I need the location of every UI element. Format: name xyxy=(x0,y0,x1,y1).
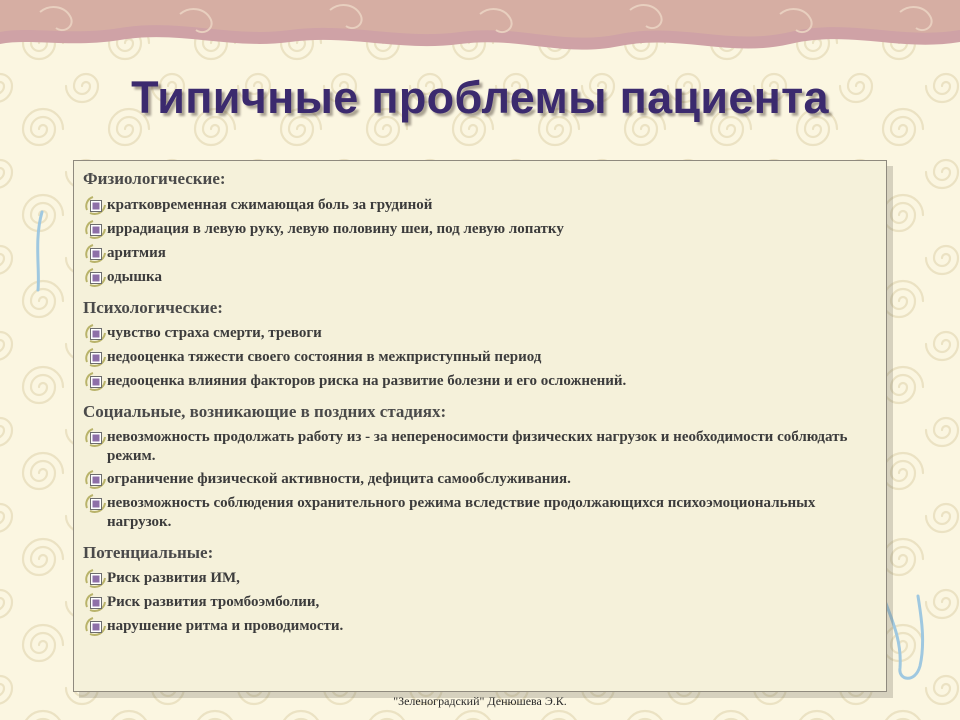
checkbox-bullet-icon xyxy=(83,493,107,514)
section-heading: Социальные, возникающие в поздних стадиях: xyxy=(83,402,447,421)
checkbox-bullet-icon xyxy=(83,469,107,490)
checkbox-bullet-icon xyxy=(83,219,107,240)
list-item-text: недооценка влияния факторов риска на развитие болезни и его осложнений. xyxy=(107,373,627,389)
list-item-text: иррадиация в левую руку, левую половину шеи, под левую лопатку xyxy=(107,221,564,237)
checkbox-bullet-icon xyxy=(83,195,107,216)
section-psychological xyxy=(83,297,876,392)
section-heading: Психологические: xyxy=(83,298,223,317)
list-item xyxy=(83,347,876,368)
checkbox-bullet-icon xyxy=(83,616,107,637)
list-item-text: ограничение физической активности, дефицита самообслуживания. xyxy=(107,471,571,487)
section-heading: Физиологические: xyxy=(83,169,226,188)
checkbox-bullet-icon xyxy=(83,427,107,448)
checkbox-bullet-icon xyxy=(83,267,107,288)
list-item-text: Риск развития тромбоэмболии, xyxy=(107,594,320,610)
list-item xyxy=(83,427,876,466)
list-item-text: аритмия xyxy=(107,245,166,261)
section-heading: Потенциальные: xyxy=(83,543,214,562)
list-item xyxy=(83,243,876,264)
list-item xyxy=(83,219,876,240)
list-item xyxy=(83,195,876,216)
list-item-text: кратковременная сжимающая боль за грудиной xyxy=(107,197,433,213)
section-social xyxy=(83,401,876,532)
list-item xyxy=(83,616,876,637)
content-panel xyxy=(73,160,887,692)
checkbox-bullet-icon xyxy=(83,568,107,589)
list-item xyxy=(83,323,876,344)
list-item xyxy=(83,469,876,490)
checkbox-bullet-icon xyxy=(83,243,107,264)
list-item xyxy=(83,592,876,613)
page-title: Типичные проблемы пациента xyxy=(131,72,829,123)
footer-credit: "Зеленоградский" Денюшева Э.К. xyxy=(393,694,567,708)
checkbox-bullet-icon xyxy=(83,323,107,344)
list-item-text: невозможность продолжать работу из - за непереносимости физических нагрузок и необходимости соблюдать режим. xyxy=(107,429,848,464)
list-item xyxy=(83,493,876,532)
list-item-text: Риск развития ИМ, xyxy=(107,570,240,586)
section-potential xyxy=(83,542,876,637)
list-item xyxy=(83,568,876,589)
section-physiological xyxy=(83,168,876,288)
list-item-text: чувство страха смерти, тревоги xyxy=(107,325,322,341)
list-item xyxy=(83,371,876,392)
list-item xyxy=(83,267,876,288)
list-item-text: одышка xyxy=(107,269,162,285)
list-item-text: недооценка тяжести своего состояния в межприступный период xyxy=(107,349,542,365)
list-item-text: невозможность соблюдения охранительного режима вследствие продолжающихся психоэмоциональных нагрузок. xyxy=(107,495,816,530)
checkbox-bullet-icon xyxy=(83,347,107,368)
checkbox-bullet-icon xyxy=(83,371,107,392)
checkbox-bullet-icon xyxy=(83,592,107,613)
list-item-text: нарушение ритма и проводимости. xyxy=(107,618,344,634)
